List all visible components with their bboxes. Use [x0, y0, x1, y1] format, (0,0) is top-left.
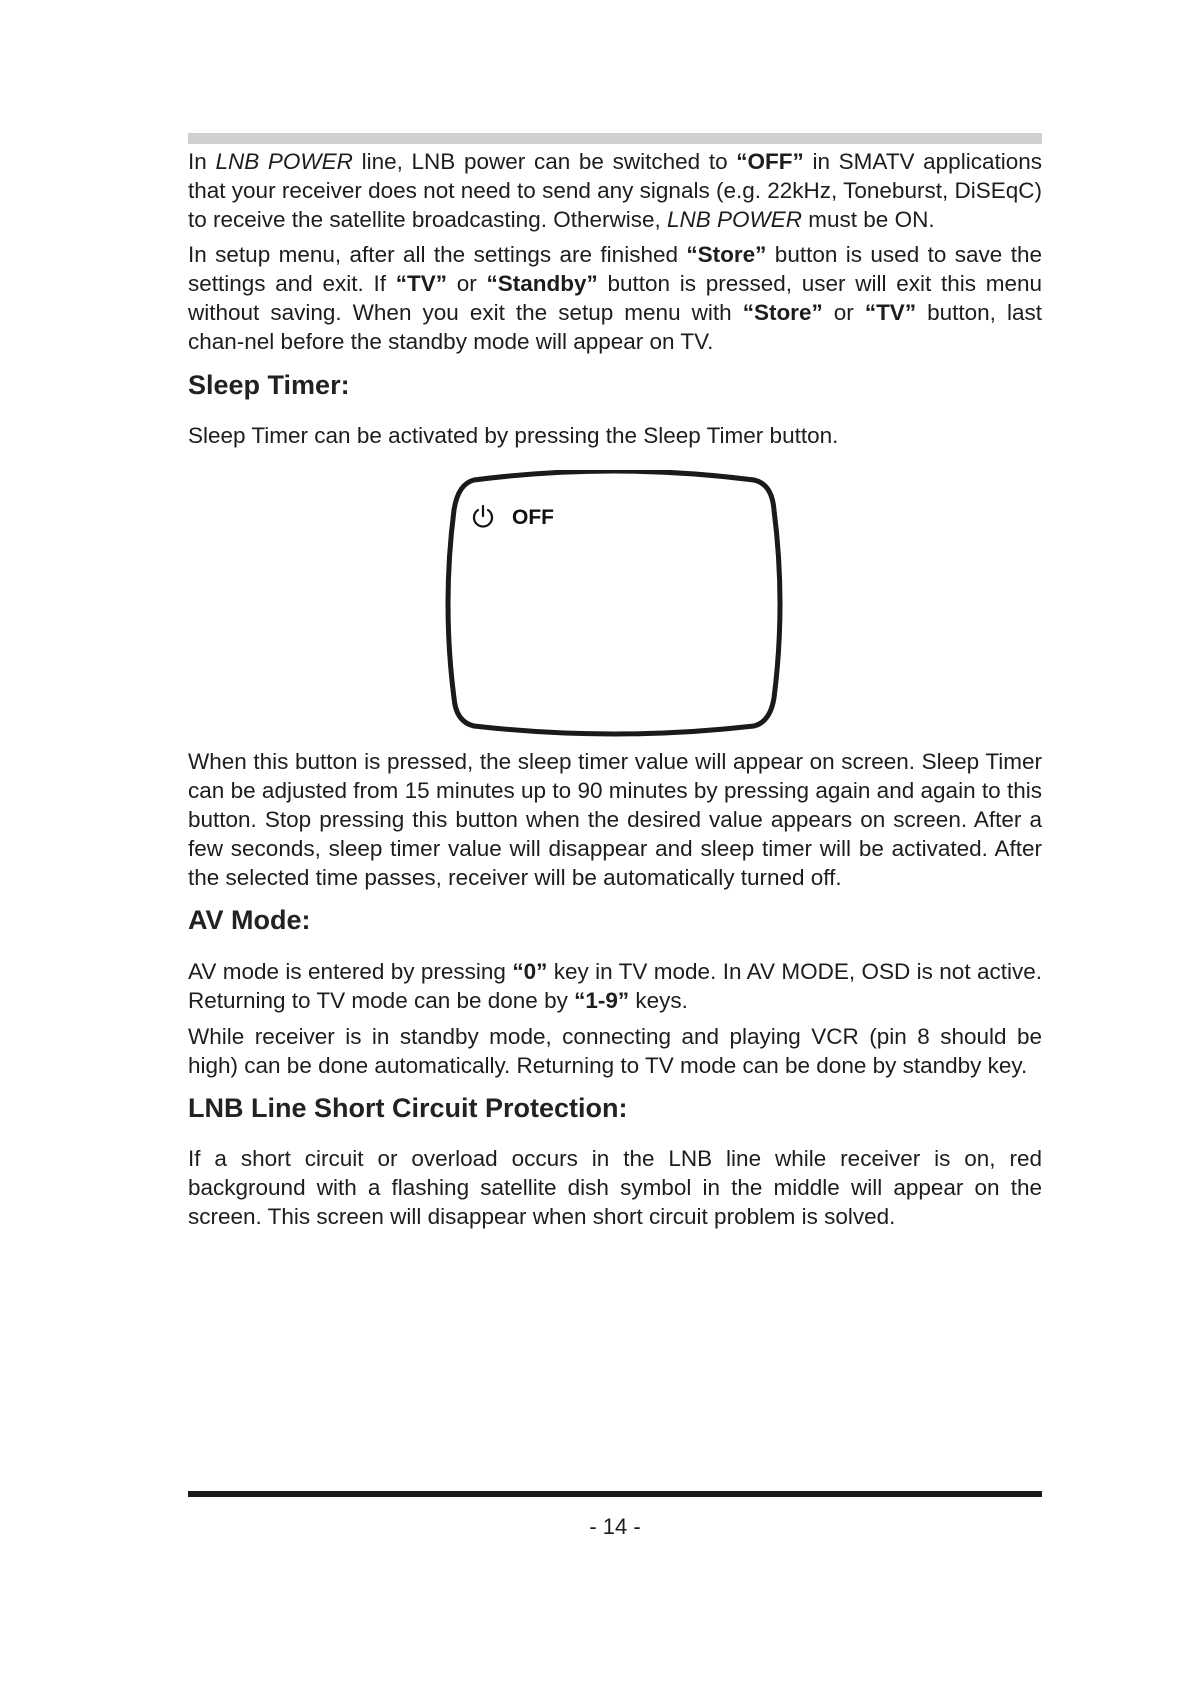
sleep-timer-body: When this button is pressed, the sleep timer value will appear on screen. Sleep Timer can be adjusted from 15 minutes up to 90 minutes by pressing again and again to this button. Stop pressing this button when the desired value appears on screen. After a few seconds, sleep timer value will disappear and sleep timer will be activated. After the selected time passes, receiver will be automatically turned off.: [188, 749, 1042, 890]
tv-screen-illustration: [442, 470, 786, 738]
setup-menu-paragraph: In setup menu, after all the settings are finished “Store” button is used to save the settings and exit. If “TV” or “Standby” button is pressed, user will exit this menu without saving. When you exit the setup menu with “Store” or “TV” button, last chan-nel before the standby mode will appear on TV.: [188, 242, 1043, 354]
av-mode-paragraph-2: While receiver is in standby mode, connecting and playing VCR (pin 8 should be high) can be done automatically. Returning to TV mode can be done by standby key.: [188, 1024, 1042, 1078]
manual-page: [188, 0, 1042, 1684]
sleep-timer-heading: Sleep Timer:: [188, 370, 350, 400]
av-mode-paragraph-1: AV mode is entered by pressing “0” key in TV mode. In AV MODE, OSD is not active. Returning to TV mode can be done by “1-9” keys.: [188, 959, 1042, 1013]
lnb-power-paragraph: In LNB POWER line, LNB power can be switched to “OFF” in SMATV applications that your receiver does not need to send any signals (e.g. 22kHz, Toneburst, DiSEqC) to receive the satellite broadcasting. Otherwise, LNB POWER must be ON.: [188, 149, 1042, 232]
lnb-protection-paragraph: If a short circuit or overload occurs in the LNB line while receiver is on, red background with a flashing satellite dish symbol in the middle will appear on the screen. This screen will disappear when short circuit problem is solved.: [188, 1146, 1042, 1229]
sleep-timer-intro: Sleep Timer can be activated by pressing the Sleep Timer button.: [188, 423, 839, 448]
bottom-divider: [188, 1491, 1042, 1497]
page-number: - 14 -: [589, 1514, 641, 1539]
top-divider: [188, 133, 1042, 144]
power-icon: [470, 504, 496, 530]
sleep-off-label: OFF: [512, 506, 554, 529]
av-mode-heading: AV Mode:: [188, 905, 311, 935]
lnb-protection-heading: LNB Line Short Circuit Protection:: [188, 1093, 628, 1123]
